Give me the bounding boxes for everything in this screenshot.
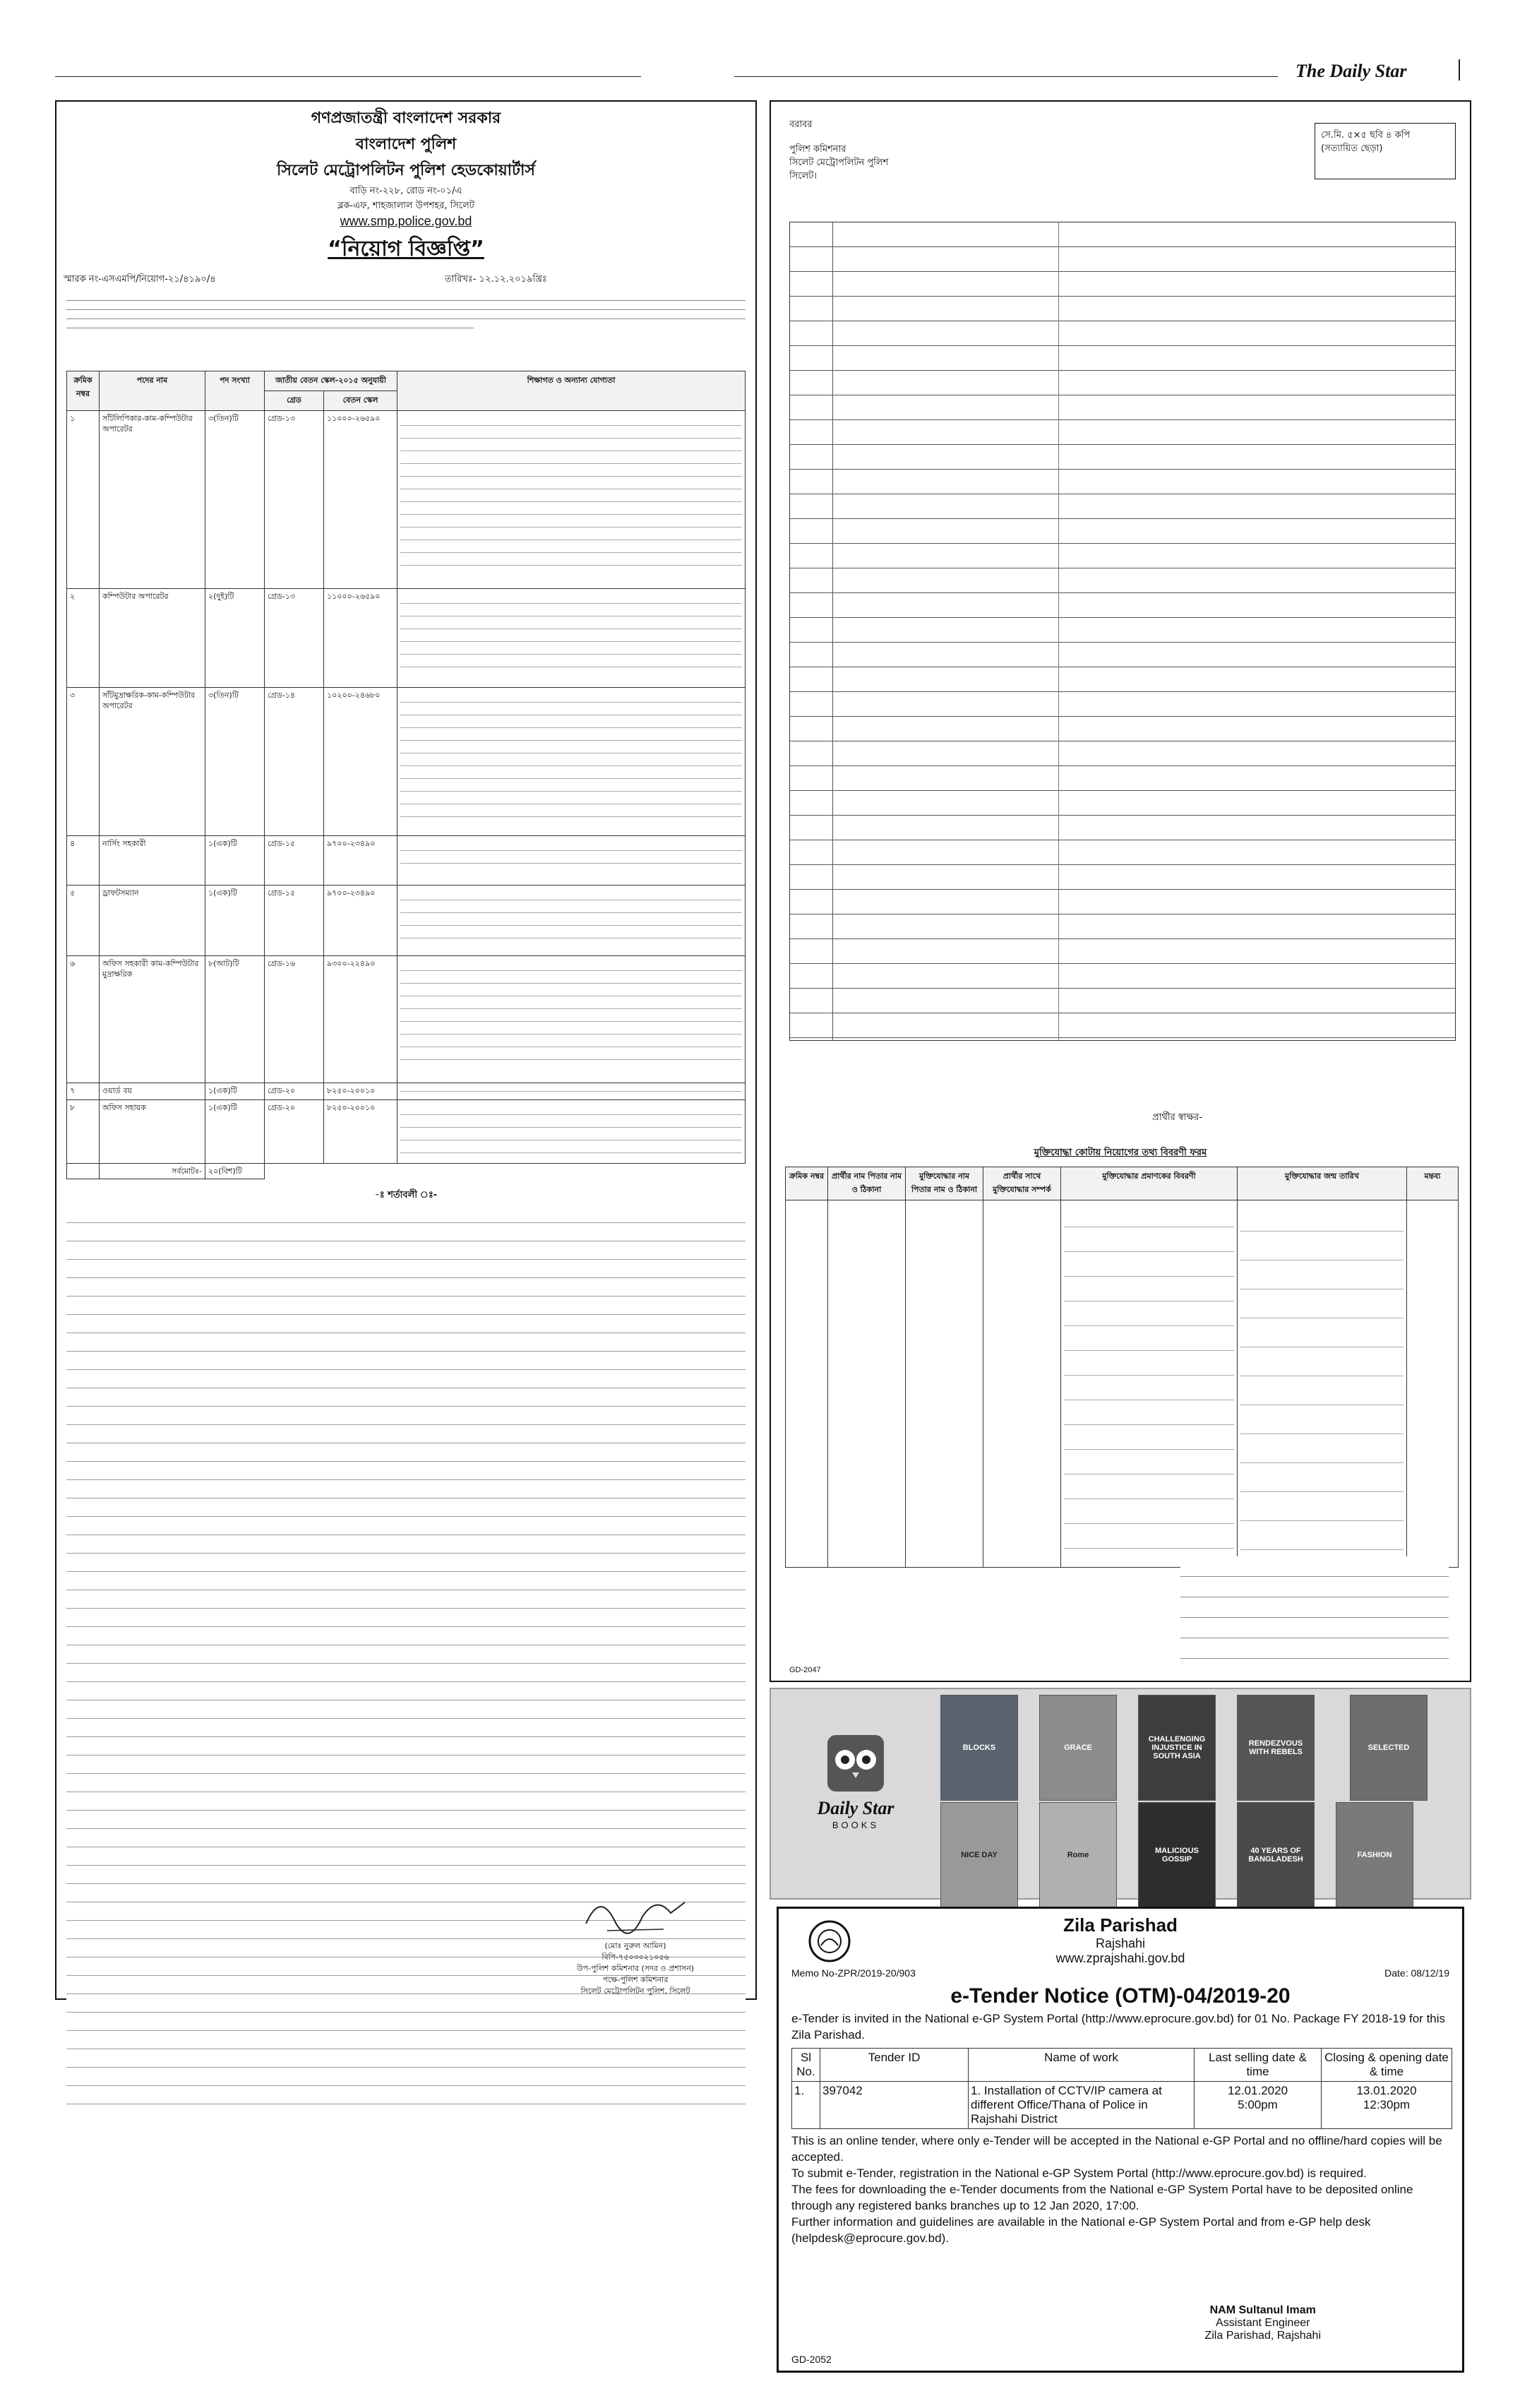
header-line: বাড়ি নং-২২৮, রোড নং-০১/এ [349,186,462,196]
tender-work: 1. Installation of CCTV/IP camera at different Office/Thana of Police in Rajshahi District [969,2081,1195,2128]
cell-post: অফিস সহায়ক [100,1100,205,1164]
total-label: সর্বমোটঃ- [100,1164,205,1179]
tender-id: 397042 [820,2081,969,2128]
tender-col-header: Sl No. [792,2048,820,2081]
cell-qualification [397,956,746,1083]
tender-last-date: 12.01.2020 [1227,2083,1288,2097]
cell-sl: ৩ [67,688,100,836]
owl-icon [824,1732,887,1795]
book-cover: Rome [1039,1802,1117,1908]
header-line: গণপ্রজাতন্ত্রী বাংলাদেশ সরকার [311,109,501,127]
memo-date: তারিখঃ- ১২.১২.২০১৯খ্রিঃ [445,274,547,285]
memo-number: স্মারক নং-এসএমপি/নিয়োগ-২১/৪১৯০/৪ [64,274,216,285]
tender-row [792,2081,1452,2128]
cell-qualification [397,589,746,688]
quota-table [785,1167,1459,1568]
cell-grade: গ্রেড-২০ [265,1083,324,1100]
cell-qualification [397,688,746,836]
cell-post: সাঁটলিপিকার-কাম-কম্পিউটার অপারেটর [100,411,205,589]
tender-paragraph: This is an online tender, where only e-Tender will be accepted in the National e-GP Portal and no offline/hard copies will be accepted. [791,2133,1442,2164]
conditions-title: -ঃ শর্তাবলী ঃ- [374,1190,438,1201]
sub-header: গ্রেড [265,391,324,411]
header-line: ব্লক-এফ, শাহজালাল উপশহর, সিলেট [337,201,474,211]
cell-scale: ৯৭০০-২৩৪৯০ [324,886,397,956]
books-brand-sub: BOOKS [832,1820,880,1830]
book-cover: GRACE [1039,1695,1117,1801]
tender-col-header: Name of work [969,2048,1195,2081]
cell-post: ড্রাফটসম্যান [100,886,205,956]
books-advertisement [770,1688,1471,1900]
cell-sl: ৫ [67,886,100,956]
tender-paragraph: The fees for downloading the e-Tender documents from the National e-GP System Portal have to be deposited online through any registered banks branches up to 12 Jan 2020, 17:00. [791,2182,1413,2212]
tender-sl: 1. [792,2081,820,2128]
table-row [67,688,746,836]
cell-grade: গ্রেড-১৬ [265,956,324,1083]
tender-paragraph: Further information and guidelines are available in the National e-GP System Portal and from e-GP help desk (helpdesk@eprocure.gov.bd). [791,2215,1371,2245]
cell-grade: গ্রেড-১৫ [265,836,324,886]
notice-title: “নিয়োগ বিজ্ঞপ্তি” [328,237,484,261]
ad-code: GD-2047 [789,1666,821,1675]
book-cover: FASHION [1336,1802,1413,1908]
cell-sl: ১ [67,411,100,589]
book-cover: 40 YEARS OF BANGLADESH [1237,1802,1315,1908]
cell-scale: ৯৭০০-২৩৪৯০ [324,836,397,886]
photo-box: সে.মি. ৫×৫ ছবি ৪ কপি (সত্যায়িত ছেড়া) [1315,123,1456,179]
tender-col-header: Last selling date & time [1195,2048,1322,2081]
tender-close-time: 12:30pm [1363,2097,1411,2111]
header-line: সিলেট মেট্রোপলিটন পুলিশ হেডকোয়ার্টার্স [277,162,535,179]
quota-col: মন্তব্য [1407,1167,1459,1200]
vacancy-table [66,371,746,1179]
books-brand: Daily Star [817,1798,894,1818]
cell-post: সাঁটমুদ্রাক্ষরিক-কাম-কম্পিউটার অপারেটর [100,688,205,836]
cell-qualification [397,1100,746,1164]
cell-count: ১(এক)টি [205,1100,265,1164]
table-row [67,589,746,688]
book-cover: NICE DAY [940,1802,1018,1908]
cell-scale: ১০২০০-২৪৬৮০ [324,688,397,836]
book-cover: CHALLENGING INJUSTICE IN SOUTH ASIA [1138,1695,1216,1801]
cell-qualification [397,886,746,956]
book-cover: BLOCKS [940,1695,1018,1801]
cell-grade: গ্রেড-১৩ [265,589,324,688]
application-form [770,100,1471,1682]
tender-table [791,2048,1452,2129]
col-header: পদ সংখ্যা [205,371,265,411]
cell-scale: ১১০০০-২৬৫৯০ [324,589,397,688]
tender-website[interactable]: www.zprajshahi.gov.bd [1055,1951,1185,1965]
table-row [67,1083,746,1100]
quota-row [786,1200,1459,1568]
table-row [67,411,746,589]
col-header: জাতীয় বেতন স্কেল-২০১৫ অনুযায়ী [265,371,397,391]
col-header: পদের নাম [100,371,205,411]
tender-code: GD-2052 [791,2354,832,2365]
book-cover: MALICIOUS GOSSIP [1138,1802,1216,1908]
daily-star-books-logo [799,1732,912,1852]
cell-post: ওয়ার্ড বয় [100,1083,205,1100]
cell-grade: গ্রেড-১৪ [265,688,324,836]
tender-last-time: 5:00pm [1238,2097,1278,2111]
cell-scale: ৯৩০০-২২৪৯০ [324,956,397,1083]
website-link[interactable]: www.smp.police.gov.bd [340,214,472,228]
col-header: শিক্ষাগত ও অন্যান্য যোগ্যতা [397,371,746,411]
quota-signature-lines [1180,1556,1449,1662]
table-row [67,836,746,886]
cell-post: অফিস সহকারী কাম-কম্পিউটার মুদ্রাক্ষরিক [100,956,205,1083]
to-line: সিলেট মেট্রোপলিটন পুলিশ [789,157,889,168]
header-line: বাংলাদেশ পুলিশ [355,136,457,153]
tender-date: Date: 08/12/19 [1384,1967,1449,1979]
quota-form-title: মুক্তিযোদ্ধা কোটায় নিয়োগের তথ্য বিবরণী ফরম [1034,1148,1207,1158]
cell-count: ১(এক)টি [205,836,265,886]
cell-count: ৮(আট)টি [205,956,265,1083]
col-header: ক্রমিক নম্বর [67,371,100,411]
tender-paragraph: To submit e-Tender, registration in the National e-GP System Portal (http://www.eprocure.gov.bd) is required. [791,2166,1367,2180]
sign-line: উপ-পুলিশ কমিশনার (সদর ও প্রশাসন) [576,1963,695,1973]
cell-sl: ৮ [67,1100,100,1164]
cell-qualification [397,836,746,886]
cell-count: ১(এক)টি [205,886,265,956]
applicant-signature: প্রার্থীর স্বাক্ষর- [1152,1112,1202,1123]
cell-count: ৩(তিন)টি [205,688,265,836]
tender-signer: NAM Sultanul Imam [1209,2304,1316,2316]
tender-intro: e-Tender is invited in the National e-GP System Portal (http://www.eprocure.gov.bd) for 01 No. Package FY 2018-19 for this Zila Parishad. [791,2012,1446,2042]
tender-signer: Assistant Engineer [1216,2317,1310,2329]
tender-close-date: 13.01.2020 [1356,2083,1417,2097]
cell-grade: গ্রেড-১৫ [265,886,324,956]
sign-line: বিপি-৭৫০৩০২১০৫৬ [602,1952,669,1962]
tender-memo: Memo No-ZPR/2019-20/903 [791,1967,916,1979]
job-advertisement [55,100,757,2000]
tender-org: Zila Parishad [1063,1914,1178,1936]
to-line: সিলেট। [789,170,817,181]
tender-signer: Zila Parishad, Rajshahi [1204,2330,1321,2342]
table-row [67,886,746,956]
table-row [67,1100,746,1164]
quota-col: ক্রমিক নম্বর [786,1167,828,1200]
form-fields [789,222,1456,1041]
tender-title: e-Tender Notice (OTM)-04/2019-20 [950,1984,1291,2008]
tender-col-header: Closing & opening date & time [1322,2048,1452,2081]
cell-scale: ৮২৫০-২০০১০ [324,1083,397,1100]
tender-notice [777,1907,1464,2373]
cell-sl: ২ [67,589,100,688]
cell-sl: ৭ [67,1083,100,1100]
quota-col: মুক্তিযোদ্ধার জন্ম তারিখ [1238,1167,1407,1200]
sign-line: (মোঃ নুরুল আমিন) [604,1941,666,1950]
book-cover: RENDEZVOUS WITH REBELS [1237,1695,1315,1801]
cell-count: ২(দুই)টি [205,589,265,688]
cell-grade: গ্রেড-১৩ [265,411,324,589]
tender-place: Rajshahi [1095,1936,1146,1950]
cell-post: নার্সিং সহকারী [100,836,205,886]
cell-scale: ১১০০০-২৬৫৯০ [324,411,397,589]
signature-block [522,1888,748,1997]
quota-col: প্রার্থীর সাথে মুক্তিযোদ্ধার সম্পর্ক [983,1167,1061,1200]
cell-scale: ৮২৫০-২০০১০ [324,1100,397,1164]
cell-post: কম্পিউটার অপারেটর [100,589,205,688]
quota-col: মুক্তিযোদ্ধার নাম পিতার নাম ও ঠিকানা [906,1167,983,1200]
cell-count: ৩(তিন)টি [205,411,265,589]
cell-qualification [397,411,746,589]
cell-sl: ৪ [67,836,100,886]
zila-parishad-emblem [807,1919,852,1964]
table-row [67,956,746,1083]
masthead: The Daily Star [1295,61,1407,81]
to-label: বরাবর [789,119,813,130]
cell-grade: গ্রেড-২০ [265,1100,324,1164]
cell-qualification [397,1083,746,1100]
sign-line: পক্ষে-পুলিশ কমিশনার [602,1974,669,1984]
total-row [67,1164,746,1179]
total-count: ২০(বিশ)টি [205,1164,265,1179]
tender-col-header: Tender ID [820,2048,969,2081]
book-cover: SELECTED [1350,1695,1428,1801]
quota-col: প্রার্থীর নাম পিতার নাম ও ঠিকানা [828,1167,906,1200]
sign-line: সিলেট মেট্রোপলিটন পুলিশ, সিলেট [580,1986,690,1996]
quota-col: মুক্তিযোদ্ধার প্রমাণকের বিবরণী [1061,1167,1238,1200]
signature-scribble [579,1888,692,1938]
to-line: পুলিশ কমিশনার [789,143,846,155]
cell-count: ১(এক)টি [205,1083,265,1100]
cell-sl: ৬ [67,956,100,1083]
sub-header: বেতন স্কেল [324,391,397,411]
